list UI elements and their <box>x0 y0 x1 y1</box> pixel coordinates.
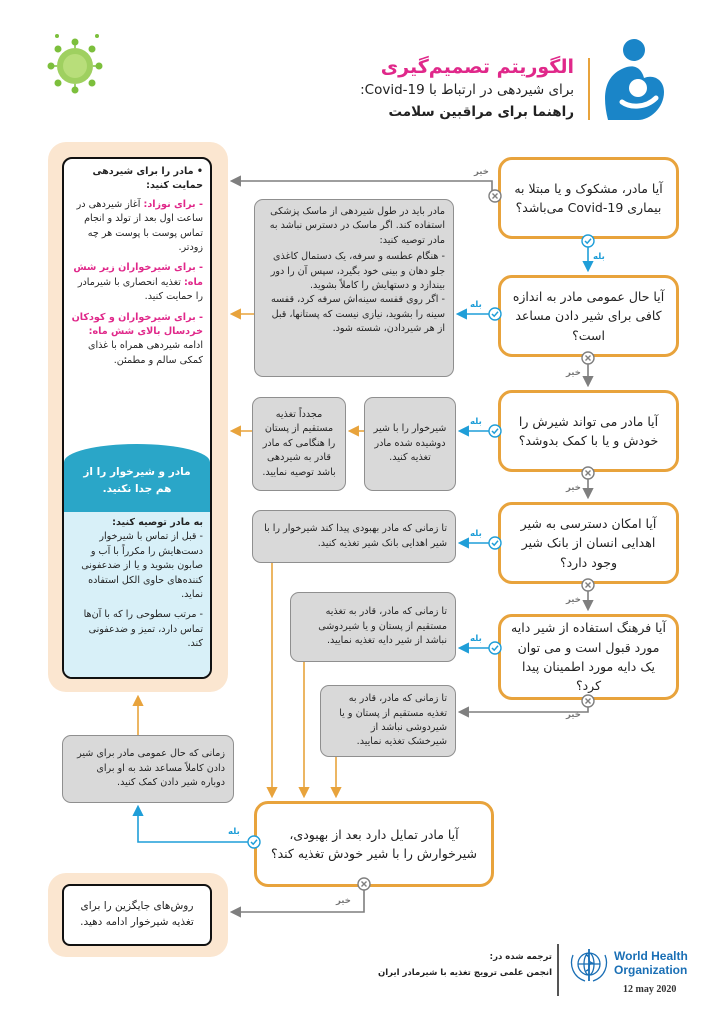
newborn-label: - برای نوزاد: <box>143 198 203 210</box>
question-relactate-text: آیا مادر تمایل دارد بعد از بهبودی، شیرخوارش را با شیر خودش تغذیه کند؟ <box>270 826 478 861</box>
question-covid-text: آیا مادر، مشکوک و یا مبتلا به بیماری Covid-19 می‌باشد؟ <box>514 180 663 215</box>
footer-divider <box>557 944 559 996</box>
child-label: - برای شیرخواران و کودکان خردسال بالای شش ماه: <box>71 311 203 337</box>
alternative-text: روش‌های جایگزین را برای تغذیه شیرخوار ادامه دهید. <box>80 900 194 928</box>
no-label: خیر <box>566 483 581 493</box>
infant-text: تغذیه انحصاری با شیرمادر را حمایت کنید. <box>77 276 203 303</box>
infant-label: - برای شیرخواران زیر شش ماه: <box>73 262 203 288</box>
cross-icon <box>581 466 595 480</box>
no-label: خیر <box>566 710 581 720</box>
no-label: خیر <box>566 595 581 605</box>
no-label: خیر <box>474 167 489 177</box>
advise-item-2: - مرتب سطوحی را که با آن‌ها تماس دارد، تمیز و ضدعفونی کند. <box>83 609 203 650</box>
yes-label: بله <box>228 827 240 837</box>
donor-milk-text: تا زمانی که مادر بهبودی پیدا کند شیرخوار را با شیر اهدایی بانک شیر تغذیه کنید. <box>264 523 447 549</box>
question-express-text: آیا مادر می تواند شیرش را خودش و یا با کمک بدوشد؟ <box>518 413 659 448</box>
publish-date: 12 may 2020 <box>623 984 677 995</box>
page-guide: راهنما برای مراقبین سلامت <box>388 104 574 120</box>
advise-heading: به مادر توصیه کنید: <box>112 517 203 528</box>
question-wetnurse-text: آیا فرهنگ استفاده از شیر دایه مورد قبول است و می توان یک دایه مورد اطمینان پیدا کرد؟ <box>511 620 666 694</box>
check-icon <box>488 641 502 655</box>
who-name-line2: Organization <box>614 963 688 977</box>
wetnurse-text: تا زمانی که مادر، قادر به تغذیه مستقیم از پستان و یا شیردوشی نباشد از شیر دایه تغذیه نمایید. <box>318 606 447 647</box>
together-text: مادر و شیرخوار را از هم جدا نکنید. <box>83 466 191 495</box>
cross-icon <box>581 351 595 365</box>
yes-label: بله <box>470 300 482 310</box>
check-icon <box>488 424 502 438</box>
cross-icon <box>581 694 595 708</box>
direct-breastfeed-text: مجدداً تغذیه مستقیم از پستان را هنگامی که مادر قادر به شیردهی باشد توصیه نمایید. <box>262 409 336 478</box>
cross-icon <box>581 578 595 592</box>
mask-item-2: - اگر روی قفسه سینه‌اش سرفه کرد، قفسه سینه را بشوید، نیازی نیست که پستانها، قبل از هر شیردادن، شسته شود. <box>270 294 445 335</box>
yes-label: بله <box>470 417 482 427</box>
cross-icon <box>488 189 502 203</box>
support-heading: • مادر را برای شیردهی حمایت کنید: <box>92 166 203 192</box>
no-label: خیر <box>336 896 351 906</box>
check-icon <box>581 234 595 248</box>
advise-item-1: - قبل از تماس با شیرخوار دست‌هایش را مکرراً با آب و صابون بشوید و یا از ضدعفونی کننده‌های حاوی الکل استفاده نماید. <box>81 531 203 600</box>
question-donor-text: آیا امکان دسترسی به شیر اهدایی انسان از بانک شیر وجود دارد؟ <box>520 515 657 570</box>
formula-text: تا زمانی که مادر، قادر به تغذیه مستقیم از پستان و یا شیردوشی نباشد از شیرخشک تغذیه نمایید. <box>339 693 447 748</box>
yes-label: بله <box>470 634 482 644</box>
who-emblem-icon <box>567 945 611 985</box>
recovery-support-text: زمانی که حال عمومی مادر برای شیر دادن کاملاً مساعد شد به او برای دوباره شیر دادن کمک کنید. <box>77 748 225 789</box>
no-label: خیر <box>566 368 581 378</box>
check-icon <box>488 307 502 321</box>
mask-intro: مادر باید در طول شیردهی از ماسک پزشکی استفاده کند. اگر ماسک در دسترس نباشد به مادر توصیه کنید: <box>269 206 445 246</box>
question-health-text: آیا حال عمومی مادر به اندازه کافی برای شیر دادن مساعد است؟ <box>512 288 665 343</box>
translator-org: انجمن علمی ترویج تغذیه با شیرمادر ایران <box>377 968 552 978</box>
child-text: ادامه شیردهی همراه با غذای کمکی سالم و مطمئن. <box>87 340 203 366</box>
newborn-text: آغاز شیردهی در ساعت اول بعد از تولد و انجام تماس پوست با پوست هر چه زودتر. <box>76 198 203 253</box>
page-title: الگوریتم تصمیم‌گیری <box>380 56 574 78</box>
mask-item-1: - هنگام عطسه و سرفه، یک دستمال کاغذی جلو دهان و بینی خود بگیرد، سپس آن را دور بیندازد و دستهایش را کاملاً بشوید. <box>270 251 445 291</box>
check-icon <box>488 536 502 550</box>
cross-icon <box>357 877 371 891</box>
yes-label: بله <box>470 529 482 539</box>
expressed-milk-text: شیرخوار را با شیر دوشیده شده مادر تغذیه کنید. <box>373 423 447 464</box>
who-name-line1: World Health <box>614 949 688 963</box>
translated-label: ترجمه شده در: <box>489 952 552 962</box>
page-subtitle: برای شیردهی در ارتباط با Covid-19: <box>360 82 574 98</box>
check-icon <box>247 835 261 849</box>
yes-label: بله <box>593 252 605 262</box>
